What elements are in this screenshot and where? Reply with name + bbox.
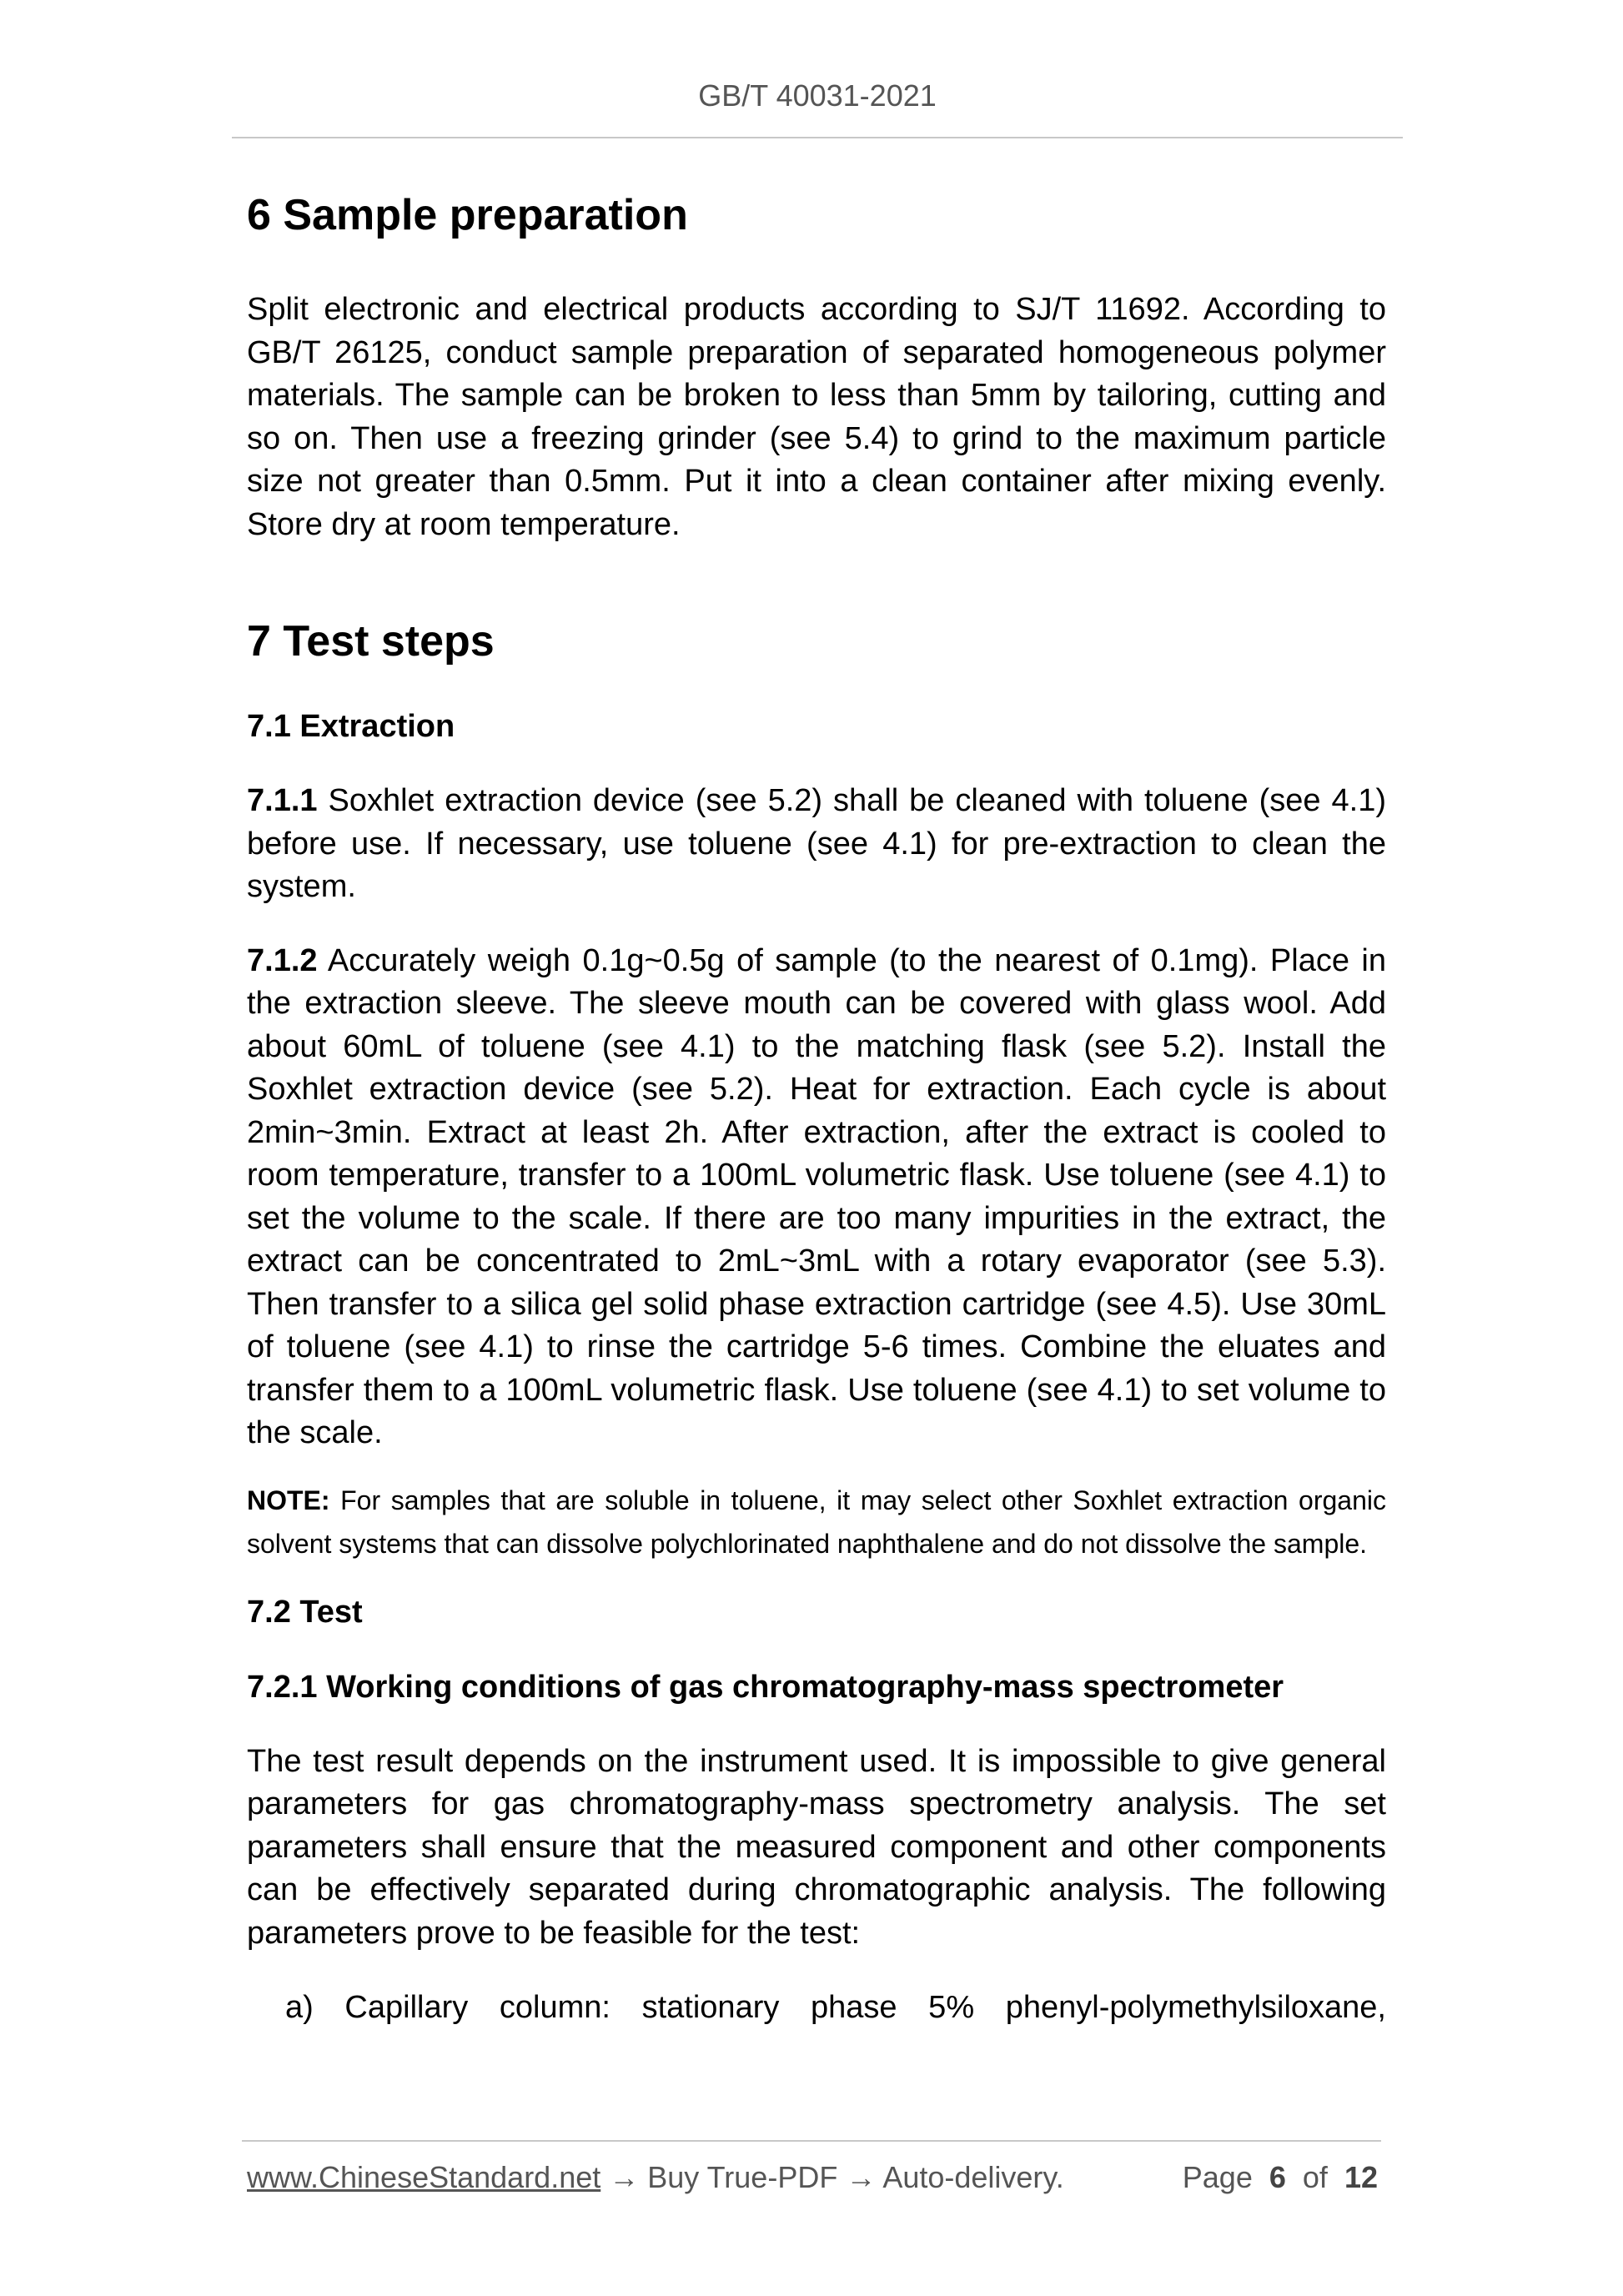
clause-text: Soxhlet extraction device (see 5.2) shall be cleaned with toluene (see 4.1) before use. If necessary, use toluene (see 4.1) for pre-extraction to clean the system. <box>247 783 1386 904</box>
section-6-heading: 6 Sample preparation <box>247 191 688 239</box>
section-7-heading: 7 Test steps <box>247 617 495 666</box>
page-number: 6 <box>1269 2160 1286 2194</box>
website-link[interactable]: www.ChineseStandard.net <box>247 2160 601 2194</box>
list-item-a: a) Capillary column: stationary phase 5% phenyl-polymethylsiloxane, <box>285 1990 1386 2025</box>
note-label: NOTE: <box>247 1485 330 1515</box>
note-paragraph <box>247 1479 1386 1565</box>
page-word: Page <box>1182 2160 1253 2194</box>
clause-7-1-2 <box>247 940 1386 1455</box>
note-text: For samples that are soluble in toluene, it may select other Soxhlet extraction organic solvent systems that can dissolve polychlorinated naphthalene and do not dissolve the sample. <box>247 1485 1386 1559</box>
clause-7-1-1 <box>247 780 1386 909</box>
clause-number: 7.1.2 <box>247 942 318 978</box>
footer-divider <box>242 2140 1381 2142</box>
page-total: 12 <box>1344 2160 1378 2194</box>
section-7-2-heading: 7.2 Test <box>247 1594 363 1630</box>
section-7-2-1-body: The test result depends on the instrument used. It is impossible to give general parameters for gas chromatography-mass spectrometry analysis. The set parameters shall ensure that the measured component and other components can be effectively separated during chromatographic analysis. The following parameters prove to be feasible for the test: <box>247 1743 1386 1951</box>
clause-text: Accurately weigh 0.1g~0.5g of sample (to the nearest of 0.1mg). Place in the extraction sleeve. The sleeve mouth can be covered with glass wool. Add about 60mL of toluene (see 4.1) to the matching flask (see 5.2). Install the Soxhlet extraction device (see 5.2). Heat for extraction. Each cycle is about 2min~3min. Extract at least 2h. After extraction, after the extract is cooled to room temperature, transfer to a 100mL volumetric flask. Use toluene (see 4.1) to set the volume to the scale. If there are too many impurities in the extract, the extract can be concentrated to 2mL~3mL with a rotary evaporator (see 5.3). Then transfer to a silica gel solid phase extraction cartridge (see 4.5). Use 30mL of toluene (see 4.1) to rinse the cartridge 5-6 times. Combine the eluates and transfer them to a 100mL volumetric flask. Use toluene (see 4.1) to set volume to the scale. <box>247 942 1386 1450</box>
page-indicator <box>1183 2160 1378 2195</box>
section-7-2-1-heading: 7.2.1 Working conditions of gas chromatography-mass spectrometer <box>247 1669 1284 1705</box>
footer-promo <box>247 2160 1064 2195</box>
section-6-body: Split electronic and electrical products according to SJ/T 11692. According to GB/T 26125, conduct sample preparation of separated homogeneous polymer materials. The sample can be broken to less than 5mm by tailoring, cutting and so on. Then use a freezing grinder (see 5.4) to grind to the maximum particle size not greater than 0.5mm. Put it into a clean container after mixing evenly. Store dry at room temperature. <box>247 292 1386 542</box>
document-body <box>247 183 1386 2030</box>
of-word: of <box>1302 2160 1328 2194</box>
section-7-1-heading: 7.1 Extraction <box>247 709 455 744</box>
clause-number: 7.1.1 <box>247 783 318 818</box>
header-divider <box>232 137 1403 138</box>
page-header: GB/T 40031-2021 <box>698 78 937 113</box>
footer-promo-text: → Buy True-PDF → Auto-delivery. <box>600 2160 1064 2194</box>
page-footer <box>247 2160 1378 2195</box>
